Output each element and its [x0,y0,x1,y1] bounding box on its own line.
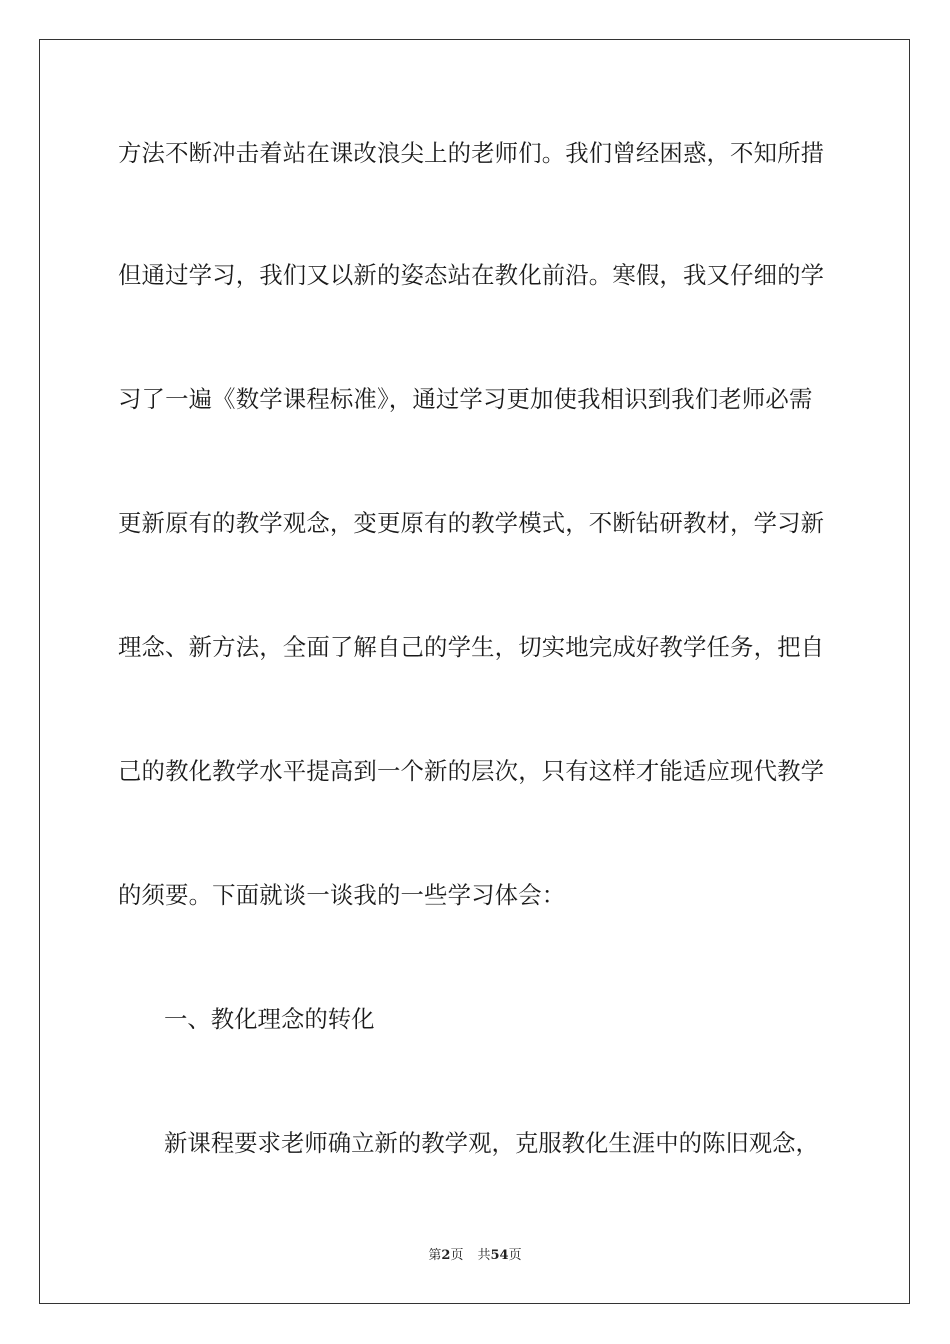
body-text-line-1: 方法不断冲击着站在课改浪尖上的老师们。我们曾经困惑，不知所措 [118,139,825,167]
page-label-prefix: 第 [428,1248,442,1263]
paragraph-first-line: 新课程要求老师确立新的教学观，克服教化生涯中的陈旧观念， [164,1129,819,1157]
body-text-line-5: 理念、新方法，全面了解自己的学生，切实地完成好教学任务，把自 [118,633,825,661]
section-heading: 一、教化理念的转化 [164,1005,375,1033]
total-label-suffix: 页 [508,1248,522,1263]
body-text-line-7: 的须要。下面就谈一谈我的一些学习体会： [118,881,566,909]
total-label-prefix: 共 [477,1248,491,1263]
page-number: 2 [441,1248,451,1263]
page-label-suffix: 页 [450,1248,464,1263]
body-text-line-4: 更新原有的教学观念，变更原有的教学模式，不断钻研教材，学习新 [118,509,825,537]
total-pages: 54 [490,1248,509,1263]
body-text-line-6: 己的教化教学水平提高到一个新的层次，只有这样才能适应现代教学 [118,757,825,785]
body-text-line-3: 习了一遍《数学课程标准》，通过学习更加使我相识到我们老师必需 [118,385,813,413]
page-border [39,39,910,1304]
body-text-line-2: 但通过学习，我们又以新的姿态站在教化前沿。寒假，我又仔细的学 [118,261,825,289]
page-footer [0,1247,950,1265]
